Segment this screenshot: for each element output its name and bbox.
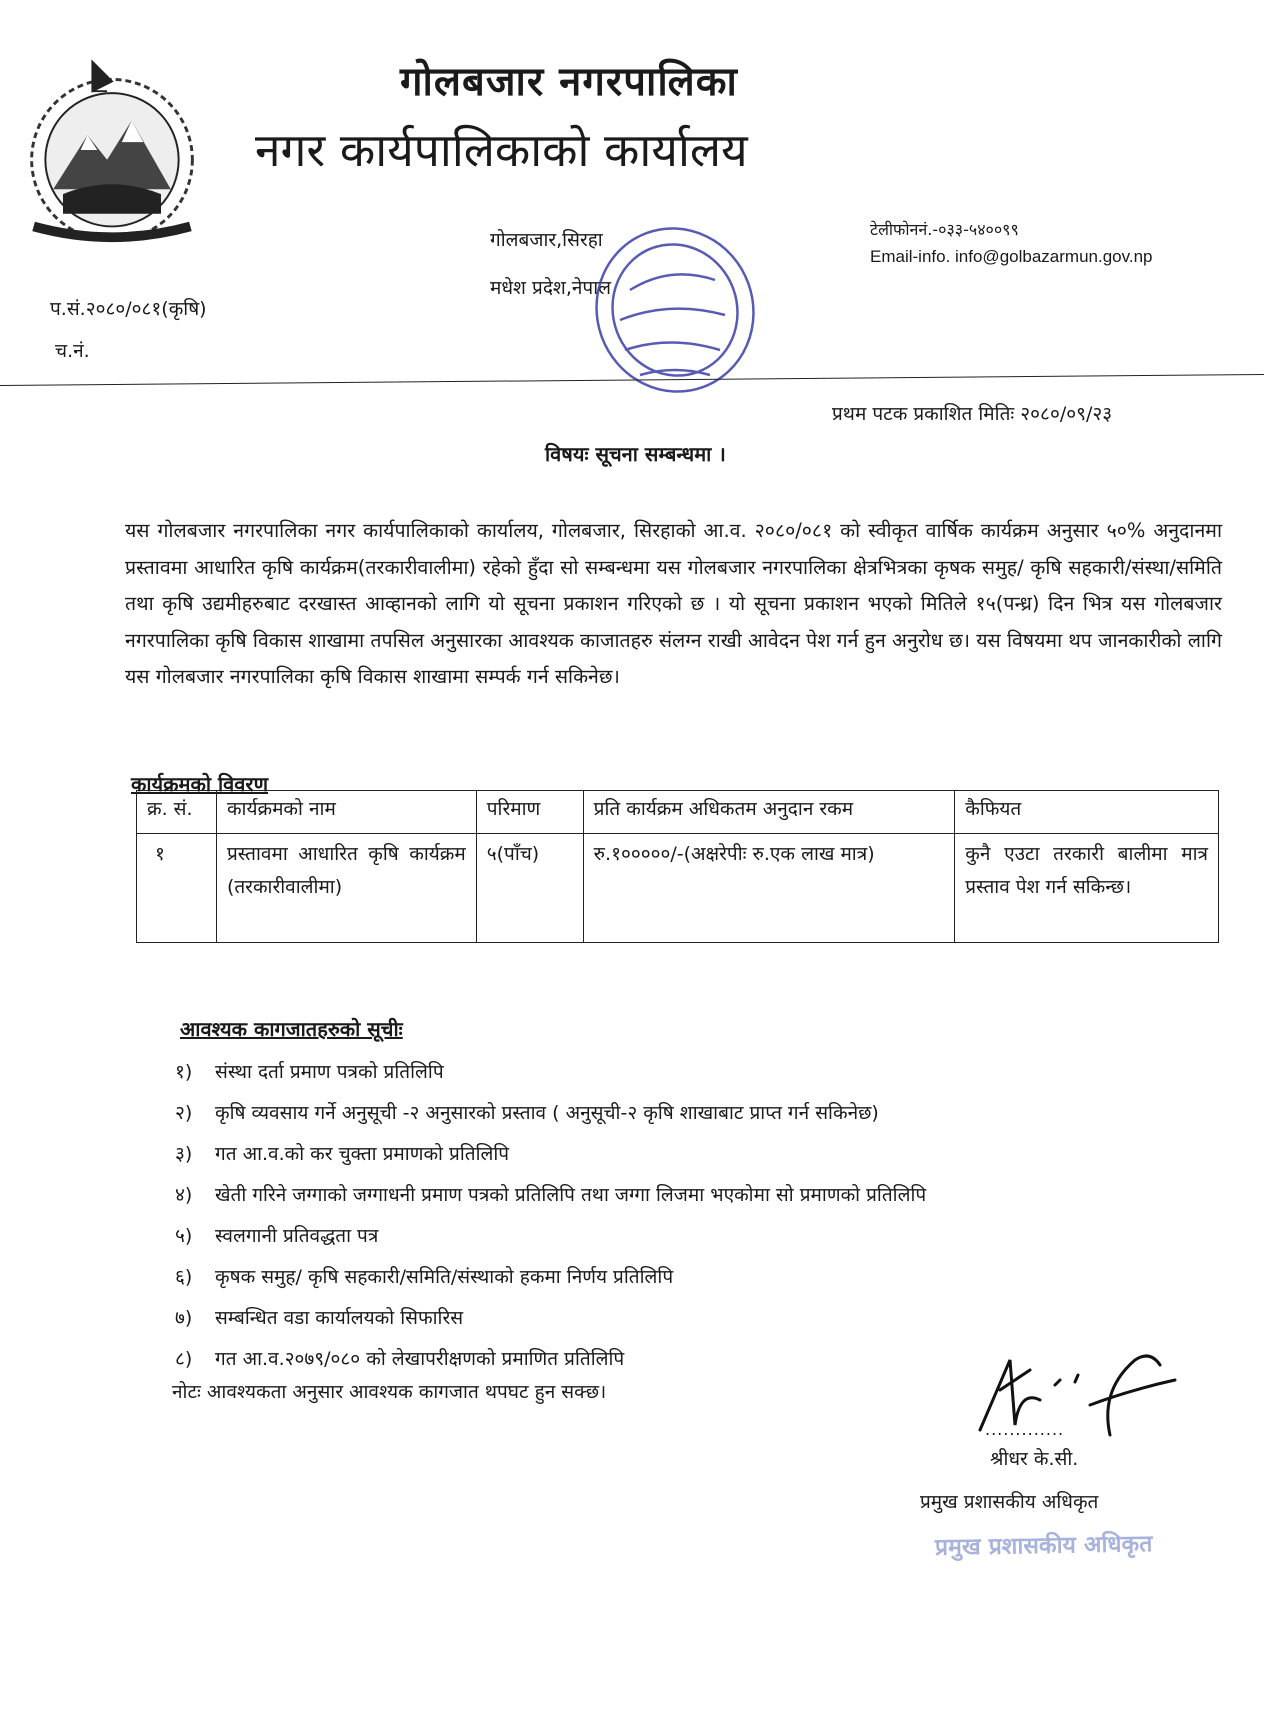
item-text: गत आ.व.को कर चुक्ता प्रमाणको प्रतिलिपि: [215, 1143, 510, 1165]
municipality-name: गोलबजार नगरपालिका: [400, 59, 738, 105]
list-item: [175, 1263, 926, 1304]
item-number: १): [175, 1061, 193, 1083]
item-text: गत आ.व.२०७९/०८० को लेखापरीक्षणको प्रमाणित प्रतिलिपि: [215, 1348, 625, 1370]
item-number: ६): [175, 1266, 193, 1288]
item-number: २): [175, 1102, 193, 1124]
address-line-1: गोलबजार,सिरहा: [490, 229, 603, 251]
published-date: प्रथम पटक प्रकाशित मितिः २०८०/०९/२३: [832, 403, 1113, 425]
cell-program-name: प्रस्तावमा आधारित कृषि कार्यक्रम (तरकारीवालीमा): [216, 834, 476, 943]
cell-remarks: कुनै एउटा तरकारी बालीमा मात्र प्रस्ताव पेश गर्न सकिन्छ।: [955, 834, 1219, 943]
item-text: कृषक समुह/ कृषि सहकारी/समिति/संस्थाको हकमा निर्णय प्रतिलिपि: [215, 1266, 674, 1288]
office-seal-icon: [560, 220, 770, 405]
documents-note: नोटः आवश्यकता अनुसार आवश्यक कागजात थपघट हुन सक्छ।: [172, 1381, 607, 1403]
nepal-emblem-icon: [14, 52, 210, 248]
signatory-name: श्रीधर के.सी.: [990, 1448, 1079, 1470]
item-text: सम्बन्धित वडा कार्यालयको सिफारिस: [215, 1307, 464, 1329]
list-item: [175, 1222, 926, 1263]
cell-max-grant: रु.१०००००/-(अक्षरेपीः रु.एक लाख मात्र): [583, 834, 955, 943]
address-line-2: मधेश प्रदेश,नेपाल: [490, 277, 612, 299]
documents-heading: आवश्यक कागजातहरुको सूचीः: [180, 1017, 403, 1041]
email-address: Email-info. info@golbazarmun.gov.np: [870, 247, 1153, 266]
signatory-title: प्रमुख प्रशासकीय अधिकृत: [920, 1491, 1099, 1513]
cell-serial: १: [137, 834, 217, 943]
dispatch-number: च.नं.: [55, 340, 90, 362]
item-number: ५): [175, 1225, 193, 1247]
program-table-heading: कार्यक्रमको विवरण: [131, 772, 269, 796]
phone-number: टेलीफोननं.-०३३-५४००९९: [870, 220, 1019, 239]
reference-number: प.सं.२०८०/०८१(कृषि): [50, 298, 207, 320]
subject-line: विषयः सूचना सम्बन्धमा ।: [545, 442, 726, 466]
item-text: खेती गरिने जग्गाको जग्गाधनी प्रमाण पत्रको प्रतिलिपि तथा जग्गा लिजमा भएकोमा सो प्रमाणको प्रतिलिपि: [215, 1184, 927, 1206]
program-table: [136, 790, 1219, 943]
list-item: [175, 1304, 926, 1345]
item-number: ४): [175, 1184, 193, 1206]
item-text: स्वलगानी प्रतिवद्धता पत्र: [215, 1225, 379, 1247]
documents-list: [175, 1058, 926, 1386]
column-header-max-grant: प्रति कार्यक्रम अधिकतम अनुदान रकम: [583, 791, 955, 834]
table-header-row: [137, 791, 1219, 834]
cell-quantity: ५(पाँच): [476, 834, 583, 943]
column-header-serial: क्र. सं.: [137, 791, 217, 834]
notice-body: यस गोलबजार नगरपालिका नगर कार्यपालिकाको कार्यालय, गोलबजार, सिरहाको आ.व. २०८०/०८१ को स्वीकृत वार्षिक कार्यक्रम अनुसार ५०% अनुदानमा प्रस्तावमा आधारित कृषि कार्यक्रम(तरकारीवालीमा) रहेको हुँदा सो सम्बन्धमा यस गोलबजार नगरपालिका क्षेत्रभित्रका कृषक समुह/ कृषि सहकारी/संस्था/समिति तथा कृषि उद्यमीहरुबाट दरखास्त आव्हानको लागि यो सूचना प्रकाशन गरिएको छ । यो सूचना प्रकाशन भएको मितिले १५(पन्ध्र) दिन भित्र यस गोलबजार नगरपालिका कृषि विकास शाखामा तपसिल अनुसारका आवश्यक काजातहरु संलग्न राखी आवेदन पेश गर्न हुन अनुरोध छ। यस विषयमा थप जानकारीको लागि यस गोलबजार नगरपालिका कृषि विकास शाखामा सम्पर्क गर्न सकिनेछ।: [125, 519, 1222, 689]
office-name: नगर कार्यपालिकाको कार्यालय: [255, 123, 748, 177]
list-item: [175, 1181, 926, 1222]
column-header-quantity: परिमाण: [476, 791, 583, 834]
list-item: [175, 1058, 926, 1099]
list-item: [175, 1140, 926, 1181]
list-item: [175, 1099, 926, 1140]
designation-stamp: प्रमुख प्रशासकीय अधिकृत: [934, 1531, 1153, 1561]
column-header-remarks: कैफियत: [955, 791, 1219, 834]
item-text: संस्था दर्ता प्रमाण पत्रको प्रतिलिपि: [215, 1061, 444, 1083]
table-row: [137, 834, 1219, 943]
item-number: ७): [175, 1307, 193, 1329]
column-header-program-name: कार्यक्रमको नाम: [216, 791, 476, 834]
item-number: ८): [175, 1348, 193, 1370]
signature-dots: .............: [985, 1420, 1065, 1439]
item-text: कृषि व्यवसाय गर्ने अनुसूची -२ अनुसारको प्रस्ताव ( अनुसूची-२ कृषि शाखाबाट प्राप्त गर्न सकिनेछ): [215, 1102, 879, 1124]
item-number: ३): [175, 1143, 193, 1165]
